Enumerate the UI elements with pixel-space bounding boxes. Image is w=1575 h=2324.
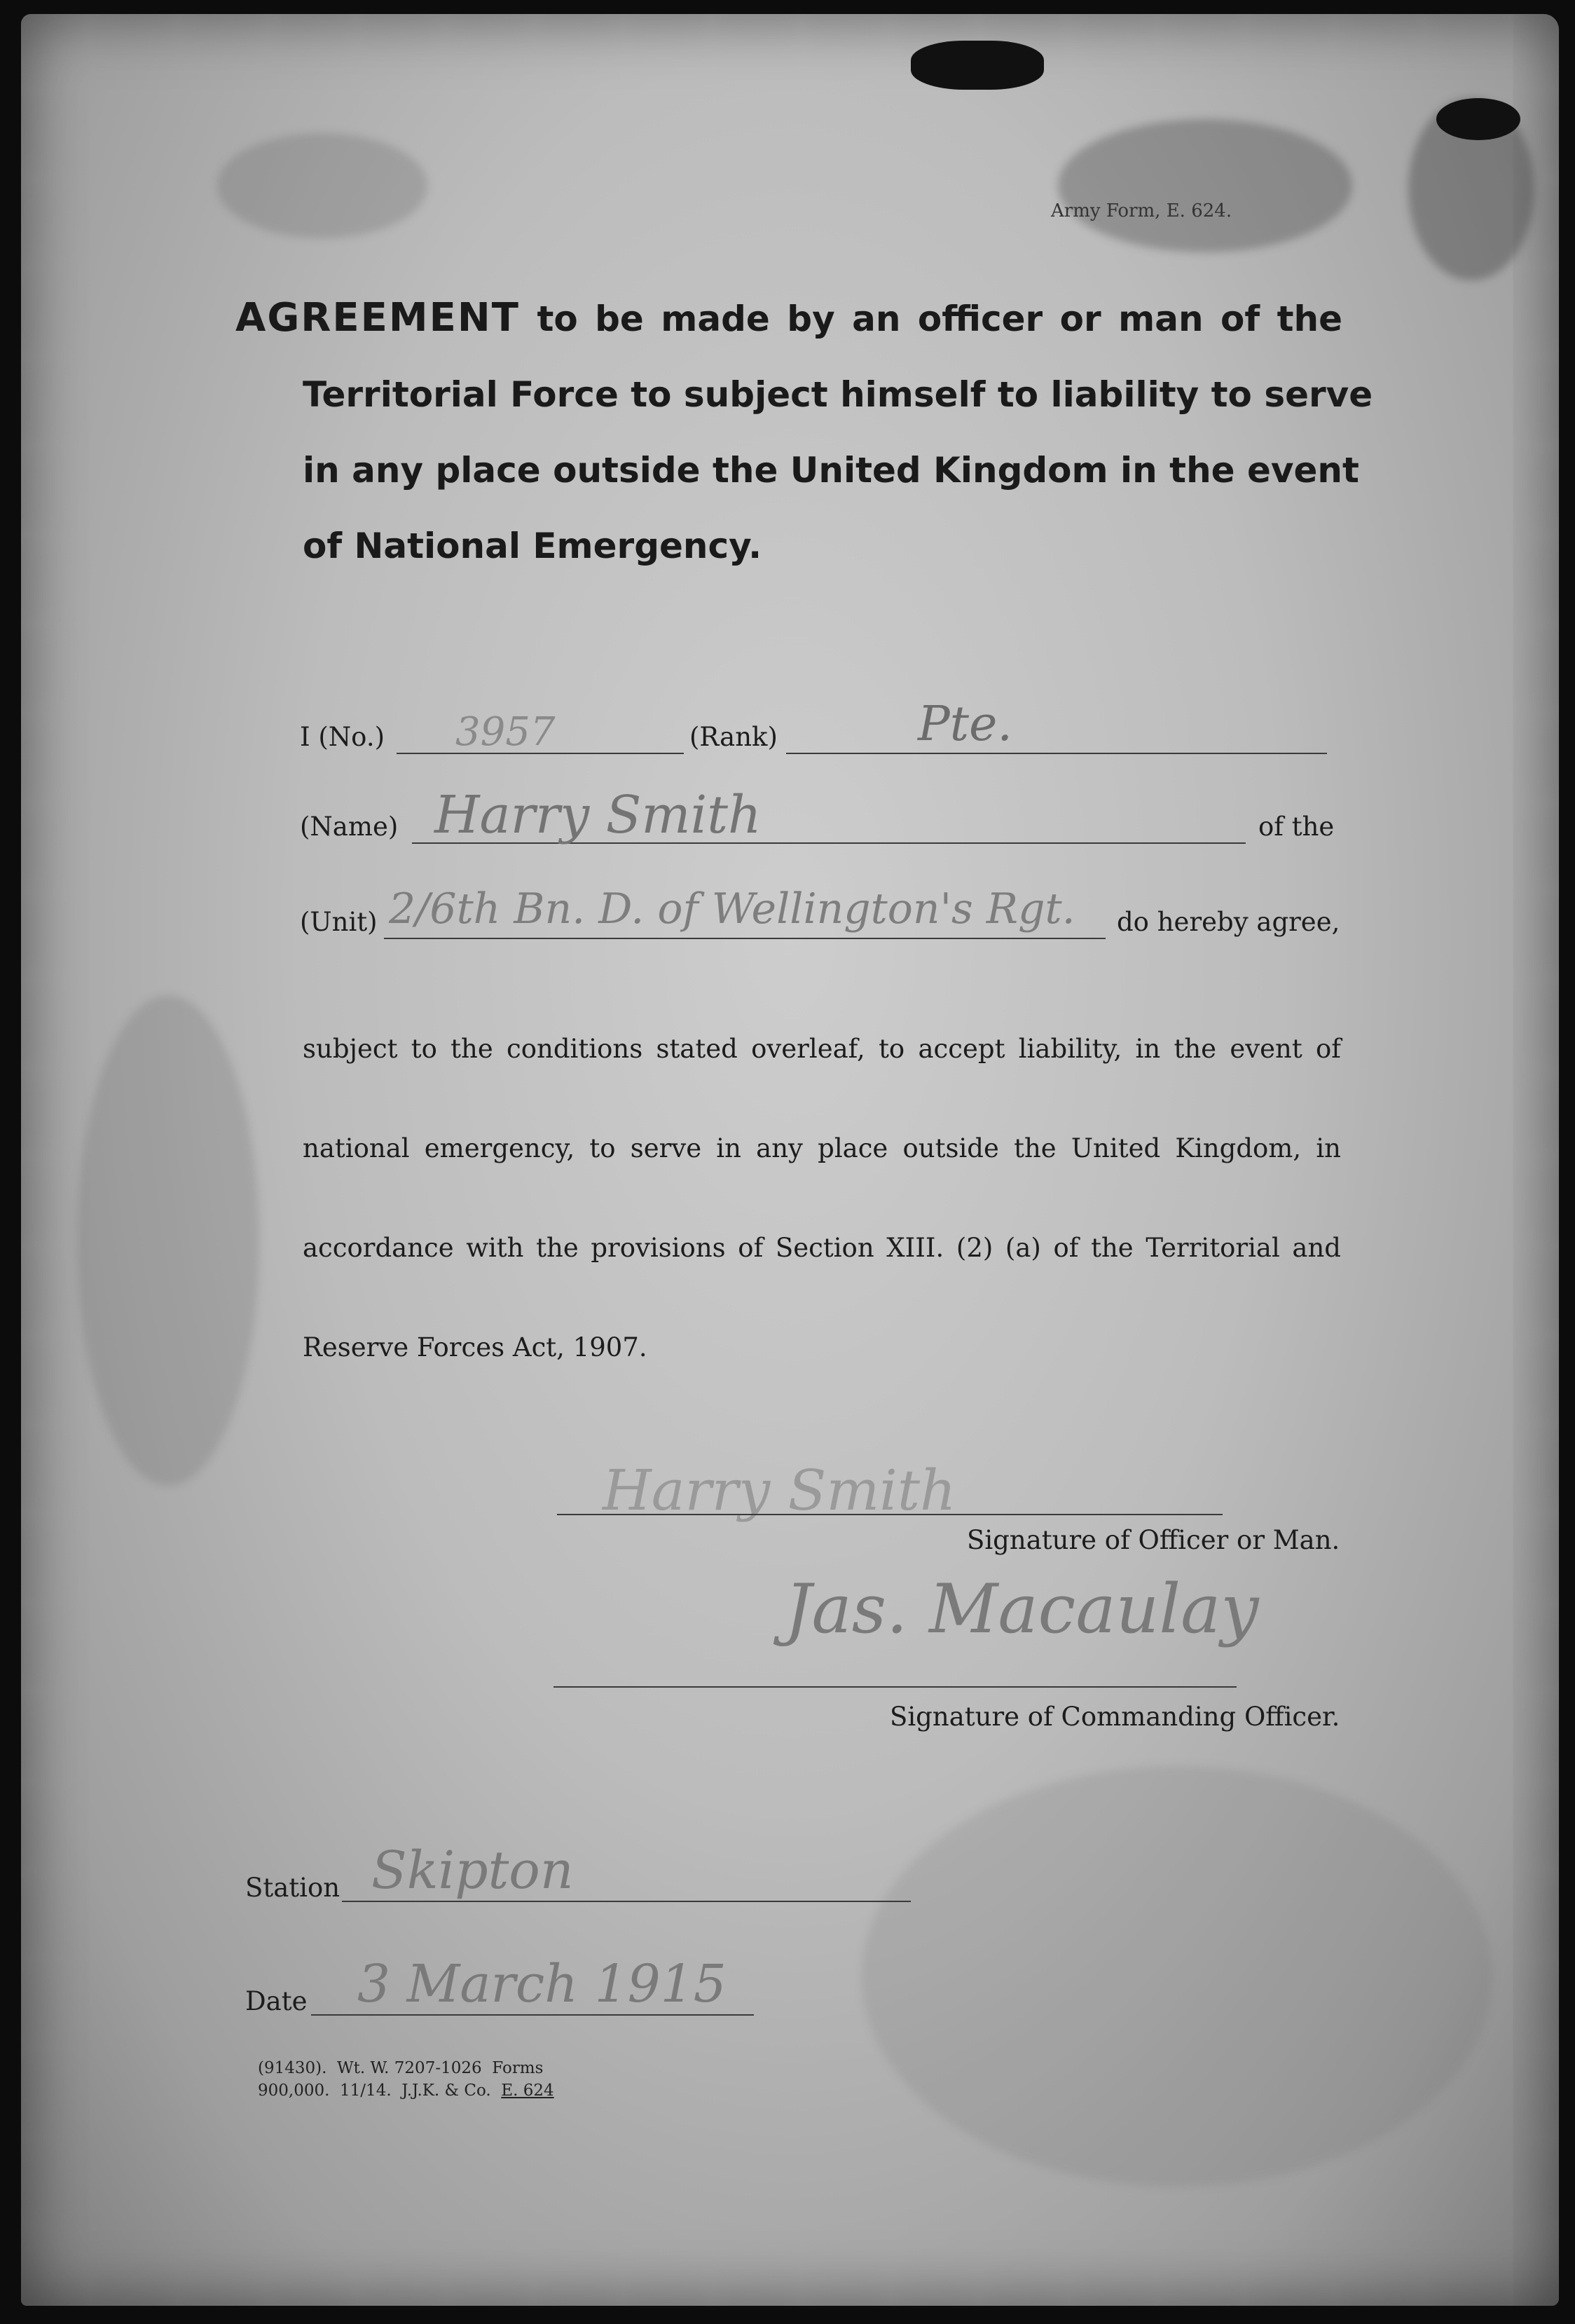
date-handwritten: 3 March 1915 [357, 1954, 727, 2014]
rank-label: (Rank) [689, 722, 778, 752]
body-line-4: Reserve Forces Act, 1907. [303, 1332, 647, 1362]
torn-edge [911, 41, 1044, 90]
date-rule [311, 2014, 754, 2016]
heading-line-3: in any place outside the United Kingdom in the event [303, 450, 1359, 491]
name-handwritten: Harry Smith [434, 785, 762, 845]
stain [1058, 119, 1352, 252]
heading-line-1-text: to be made by an officer or man of the [537, 299, 1342, 339]
unit-rule [384, 938, 1106, 939]
unit-suffix: do hereby agree, [1117, 907, 1340, 937]
rank-handwritten: Pte. [918, 697, 1012, 752]
unit-handwritten: 2/6th Bn. D. of Wellington's Rgt. [389, 884, 1075, 934]
man-signature-rule [557, 1514, 1223, 1515]
torn-edge [1436, 98, 1520, 140]
stain [77, 995, 259, 1486]
station-handwritten: Skipton [371, 1840, 574, 1901]
man-signature: Harry Smith [603, 1458, 956, 1523]
unit-label: (Unit) [300, 907, 378, 937]
agreement-body [303, 999, 1341, 1397]
form-number: Army Form, E. 624. [1051, 200, 1232, 221]
body-line-2: national emergency, to serve in any place outside the United Kingdom, in [303, 1133, 1341, 1163]
body-line-1: subject to the conditions stated overleaf, to accept liability, in the event of [303, 1034, 1341, 1064]
rank-rule [786, 753, 1327, 754]
imprint-line-2: 900,000. 11/14. J.J.K. & Co. [258, 2082, 491, 2100]
man-signature-label: Signature of Officer or Man. [967, 1525, 1340, 1555]
printer-imprint [258, 2057, 554, 2102]
imprint-forms-label: Forms [492, 2059, 544, 2077]
imprint-forms-code: E. 624 [501, 2082, 554, 2100]
heading-line-2: Territorial Force to subject himself to liability to serve [303, 374, 1373, 415]
station-label: Station [245, 1873, 341, 1903]
co-signature-label: Signature of Commanding Officer. [890, 1702, 1340, 1732]
date-label: Date [245, 1986, 308, 2016]
stain [217, 133, 427, 238]
station-rule [342, 1901, 911, 1902]
body-line-3: accordance with the provisions of Section XIII. (2) (a) of the Territorial and [303, 1233, 1341, 1263]
co-signature-rule [553, 1686, 1237, 1688]
name-suffix: of the [1258, 812, 1335, 842]
stain [862, 1766, 1492, 2187]
imprint-line-1: (91430). Wt. W. 7207-1026 [258, 2059, 482, 2077]
number-label: I (No.) [300, 722, 385, 752]
number-handwritten: 3957 [455, 709, 556, 755]
heading-line-4: of National Emergency. [303, 526, 762, 566]
name-label: (Name) [300, 812, 399, 842]
co-signature: Jas. Macaulay [785, 1570, 1259, 1648]
agreement-heading [235, 280, 1373, 584]
heading-line-1 [235, 280, 1342, 357]
heading-lead-word: AGREEMENT [235, 295, 520, 341]
